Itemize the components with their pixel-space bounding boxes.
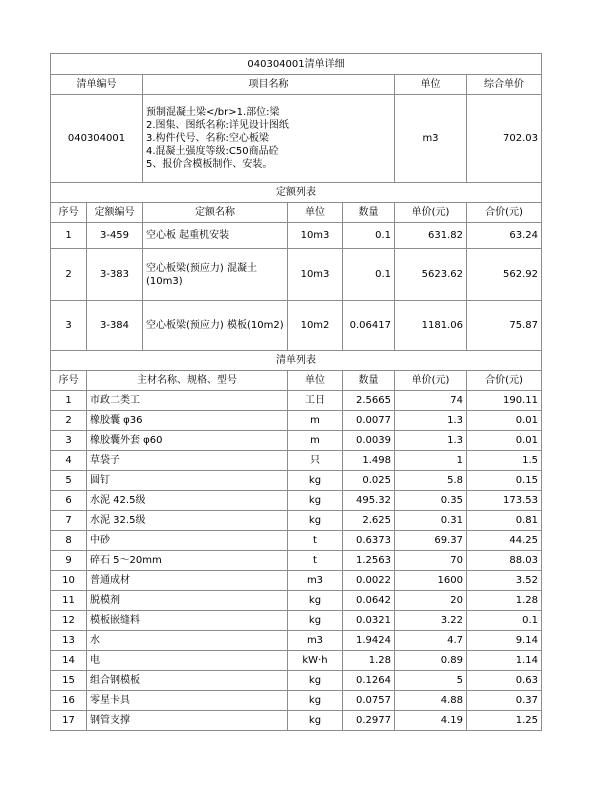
material-header-unit: 单位	[288, 371, 343, 391]
item-price: 702.03	[467, 95, 542, 183]
quota-unit: 10m3	[288, 223, 343, 249]
quota-total: 75.87	[467, 301, 542, 351]
material-price: 1.3	[395, 431, 467, 451]
desc-line: 2.图集、图纸名称:详见设计图纸	[146, 120, 289, 131]
material-name: 橡胶囊 φ36	[87, 411, 288, 431]
quota-price: 1181.06	[395, 301, 467, 351]
quota-header-no: 序号	[51, 203, 87, 223]
material-price: 5.8	[395, 471, 467, 491]
material-unit: kg	[288, 511, 343, 531]
table-row	[51, 631, 542, 651]
header-price: 综合单价	[467, 75, 542, 95]
material-name: 水泥 32.5级	[87, 511, 288, 531]
material-total: 0.37	[467, 691, 542, 711]
material-name: 水泥 42.5级	[87, 491, 288, 511]
material-price: 69.37	[395, 531, 467, 551]
material-price: 1600	[395, 571, 467, 591]
material-name: 钢管支撑	[87, 711, 288, 731]
material-unit: m	[288, 411, 343, 431]
material-qty: 0.0321	[343, 611, 395, 631]
material-header-no: 序号	[51, 371, 87, 391]
material-no: 14	[51, 651, 87, 671]
material-qty: 1.498	[343, 451, 395, 471]
material-no: 5	[51, 471, 87, 491]
quota-section-title: 定额列表	[51, 183, 542, 203]
material-name: 模板嵌缝料	[87, 611, 288, 631]
material-price: 5	[395, 671, 467, 691]
material-price: 0.35	[395, 491, 467, 511]
header-unit: 单位	[395, 75, 467, 95]
material-price: 3.22	[395, 611, 467, 631]
quota-total: 63.24	[467, 223, 542, 249]
material-name: 碎石 5～20mm	[87, 551, 288, 571]
material-name: 中砂	[87, 531, 288, 551]
material-header-qty: 数量	[343, 371, 395, 391]
table-row	[51, 471, 542, 491]
material-total: 190.11	[467, 391, 542, 411]
item-unit: m3	[395, 95, 467, 183]
material-price: 70	[395, 551, 467, 571]
table-row	[51, 711, 542, 731]
material-name: 组合钢模板	[87, 671, 288, 691]
desc-line: 5、报价含模板制作、安装。	[146, 159, 273, 170]
quota-qty: 0.1	[343, 249, 395, 301]
material-total: 1.28	[467, 591, 542, 611]
quota-code: 3-459	[87, 223, 143, 249]
table-row	[51, 451, 542, 471]
table-row	[51, 611, 542, 631]
material-no: 4	[51, 451, 87, 471]
table-row	[51, 691, 542, 711]
material-no: 11	[51, 591, 87, 611]
material-qty: 0.0642	[343, 591, 395, 611]
table-row	[51, 511, 542, 531]
material-unit: kg	[288, 611, 343, 631]
material-total: 88.03	[467, 551, 542, 571]
material-total: 1.14	[467, 651, 542, 671]
table-row	[51, 551, 542, 571]
quota-header-code: 定额编号	[87, 203, 143, 223]
material-qty: 0.0039	[343, 431, 395, 451]
table-row	[51, 531, 542, 551]
material-name: 电	[87, 651, 288, 671]
material-unit: kg	[288, 691, 343, 711]
material-unit: m3	[288, 631, 343, 651]
material-unit: kg	[288, 671, 343, 691]
material-total: 0.1	[467, 611, 542, 631]
material-qty: 0.0022	[343, 571, 395, 591]
quota-no: 2	[51, 249, 87, 301]
table-row	[51, 571, 542, 591]
material-qty: 2.625	[343, 511, 395, 531]
material-price: 0.31	[395, 511, 467, 531]
material-header-price: 单价(元)	[395, 371, 467, 391]
table-row	[51, 651, 542, 671]
bill-detail-table	[50, 53, 542, 731]
material-no: 1	[51, 391, 87, 411]
material-qty: 0.1264	[343, 671, 395, 691]
quota-header-unit: 单位	[288, 203, 343, 223]
item-description	[143, 95, 395, 183]
material-qty: 1.9424	[343, 631, 395, 651]
desc-line: 3.构件代号、名称:空心板梁	[146, 133, 269, 144]
material-no: 10	[51, 571, 87, 591]
table-row	[51, 411, 542, 431]
material-no: 8	[51, 531, 87, 551]
material-total: 0.15	[467, 471, 542, 491]
quota-no: 3	[51, 301, 87, 351]
material-total: 0.63	[467, 671, 542, 691]
material-total: 44.25	[467, 531, 542, 551]
material-price: 1	[395, 451, 467, 471]
material-total: 0.01	[467, 411, 542, 431]
material-unit: kg	[288, 591, 343, 611]
material-total: 173.53	[467, 491, 542, 511]
quota-header-price: 单价(元)	[395, 203, 467, 223]
material-name: 圆钉	[87, 471, 288, 491]
table-row	[51, 671, 542, 691]
table-title: 040304001清单详细	[51, 54, 542, 75]
material-total: 0.81	[467, 511, 542, 531]
table-body	[51, 54, 542, 731]
material-price: 1.3	[395, 411, 467, 431]
material-qty: 0.6373	[343, 531, 395, 551]
material-name: 脱模剂	[87, 591, 288, 611]
material-no: 16	[51, 691, 87, 711]
table-row	[51, 391, 542, 411]
desc-line: 4.混凝土强度等级:C50商品砼	[146, 146, 279, 157]
material-section-title: 清单列表	[51, 351, 542, 371]
material-price: 20	[395, 591, 467, 611]
material-name: 草袋子	[87, 451, 288, 471]
material-unit: 只	[288, 451, 343, 471]
material-unit: t	[288, 551, 343, 571]
material-unit: t	[288, 531, 343, 551]
material-total: 1.5	[467, 451, 542, 471]
material-unit: m3	[288, 571, 343, 591]
quota-qty: 0.1	[343, 223, 395, 249]
material-no: 7	[51, 511, 87, 531]
table-row	[51, 591, 542, 611]
material-price: 4.88	[395, 691, 467, 711]
material-qty: 0.2977	[343, 711, 395, 731]
material-name: 零星卡具	[87, 691, 288, 711]
desc-line: 预制混凝土梁</br>1.部位:梁	[146, 107, 280, 118]
item-code: 040304001	[51, 95, 143, 183]
quota-total: 562.92	[467, 249, 542, 301]
quota-qty: 0.06417	[343, 301, 395, 351]
material-unit: kg	[288, 711, 343, 731]
material-qty: 0.025	[343, 471, 395, 491]
quota-price: 5623.62	[395, 249, 467, 301]
material-unit: kW·h	[288, 651, 343, 671]
material-qty: 1.2563	[343, 551, 395, 571]
material-unit: kg	[288, 491, 343, 511]
material-total: 0.01	[467, 431, 542, 451]
material-price: 0.89	[395, 651, 467, 671]
material-no: 17	[51, 711, 87, 731]
material-unit: 工日	[288, 391, 343, 411]
quota-code: 3-384	[87, 301, 143, 351]
quota-name: 空心板梁(预应力) 模板(10m2)	[143, 301, 288, 351]
material-name: 橡胶囊外套 φ60	[87, 431, 288, 451]
header-item-name: 项目名称	[143, 75, 395, 95]
material-total: 3.52	[467, 571, 542, 591]
header-code: 清单编号	[51, 75, 143, 95]
quota-header-qty: 数量	[343, 203, 395, 223]
material-qty: 0.0077	[343, 411, 395, 431]
material-unit: kg	[288, 471, 343, 491]
quota-name: 空心板 起重机安装	[143, 223, 288, 249]
material-header-name: 主材名称、规格、型号	[87, 371, 288, 391]
material-price: 4.19	[395, 711, 467, 731]
quota-header-total: 合价(元)	[467, 203, 542, 223]
table-row	[51, 491, 542, 511]
material-name: 市政二类工	[87, 391, 288, 411]
quota-price: 631.82	[395, 223, 467, 249]
quota-unit: 10m3	[288, 249, 343, 301]
quota-unit: 10m2	[288, 301, 343, 351]
material-price: 74	[395, 391, 467, 411]
material-no: 15	[51, 671, 87, 691]
material-name: 普通成材	[87, 571, 288, 591]
material-no: 9	[51, 551, 87, 571]
material-no: 12	[51, 611, 87, 631]
material-qty: 495.32	[343, 491, 395, 511]
material-qty: 1.28	[343, 651, 395, 671]
material-qty: 0.0757	[343, 691, 395, 711]
material-qty: 2.5665	[343, 391, 395, 411]
quota-code: 3-383	[87, 249, 143, 301]
material-name: 水	[87, 631, 288, 651]
material-price: 4.7	[395, 631, 467, 651]
material-unit: m	[288, 431, 343, 451]
table-row	[51, 431, 542, 451]
material-no: 2	[51, 411, 87, 431]
material-no: 6	[51, 491, 87, 511]
material-total: 1.25	[467, 711, 542, 731]
material-header-total: 合价(元)	[467, 371, 542, 391]
quota-header-name: 定额名称	[143, 203, 288, 223]
quota-no: 1	[51, 223, 87, 249]
material-no: 13	[51, 631, 87, 651]
material-no: 3	[51, 431, 87, 451]
material-total: 9.14	[467, 631, 542, 651]
quota-name: 空心板梁(预应力) 混凝土(10m3)	[143, 249, 288, 301]
